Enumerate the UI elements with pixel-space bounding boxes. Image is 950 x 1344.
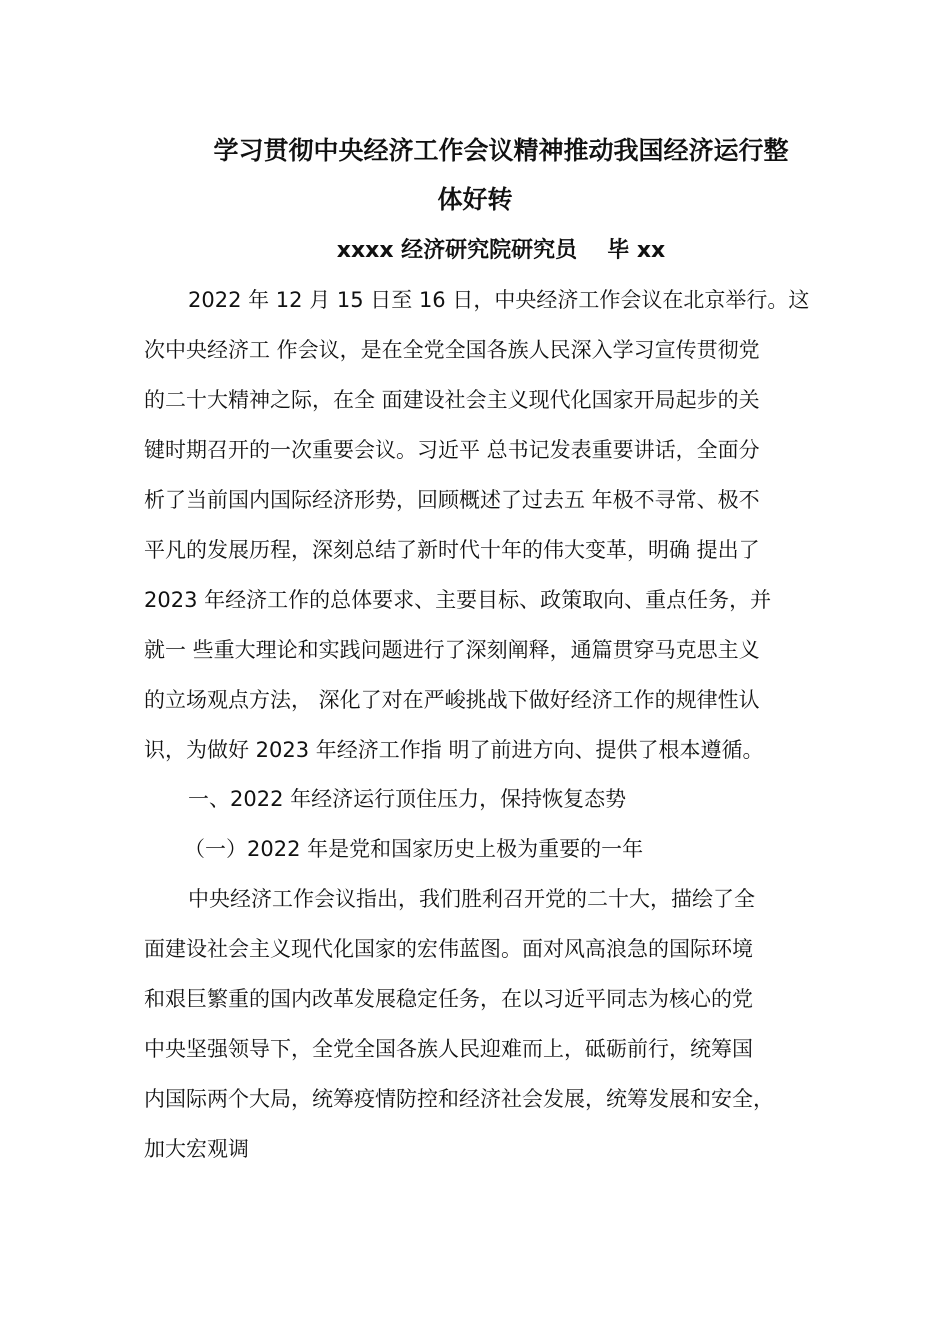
document-title-line-2: 体好转 xyxy=(437,185,513,214)
paragraph-1-line: 的二十大精神之际，在全 面建设社会主义现代化国家开局起步的关 xyxy=(144,388,760,412)
paragraph-1-line: 的立场观点方法， 深化了对在严峻挑战下做好经济工作的规律性认 xyxy=(144,688,760,712)
subsection-heading-1: （一）2022 年是党和国家历史上极为重要的一年 xyxy=(184,837,644,861)
paragraph-2-line: 面建设社会主义现代化国家的宏伟蓝图。面对风高浪急的国际环境 xyxy=(144,937,753,961)
paragraph-1-line: 次中央经济工 作会议，是在全党全国各族人民深入学习宣传贯彻党 xyxy=(144,338,760,362)
paragraph-1-line: 析了当前国内国际经济形势，回顾概述了过去五 年极不寻常、极不 xyxy=(144,488,760,512)
paragraph-1-line: 2023 年经济工作的总体要求、主要目标、政策取向、重点任务，并 xyxy=(144,588,772,612)
paragraph-1-line: 就一 些重大理论和实践问题进行了深刻阐释，通篇贯穿马克思主义 xyxy=(144,638,760,662)
paragraph-2-line: 中央坚强领导下，全党全国各族人民迎难而上，砥砺前行，统筹国 xyxy=(144,1037,753,1061)
paragraph-2-line: 和艰巨繁重的国内改革发展稳定任务，在以习近平同志为核心的党 xyxy=(144,987,753,1011)
paragraph-2-line: 加大宏观调 xyxy=(144,1137,249,1161)
paragraph-1-line: 2022 年 12 月 15 日至 16 日，中央经济工作会议在北京举行。这 xyxy=(188,288,810,312)
document-title-line-1: 学习贯彻中央经济工作会议精神推动我国经济运行整 xyxy=(213,136,789,165)
paragraph-1-line: 平凡的发展历程，深刻总结了新时代十年的伟大变革，明确 提出了 xyxy=(144,538,760,562)
paragraph-2-line: 内国际两个大局，统筹疫情防控和经济社会发展，统筹发展和安全， xyxy=(144,1087,774,1111)
author-organization: xxxx 经济研究院研究员 xyxy=(336,238,578,263)
paragraph-1-line: 识，为做好 2023 年经济工作指 明了前进方向、提供了根本遵循。 xyxy=(144,738,764,762)
paragraph-1-line: 键时期召开的一次重要会议。习近平 总书记发表重要讲话，全面分 xyxy=(144,438,760,462)
author-name: 毕 xx xyxy=(607,238,666,263)
paragraph-2-line: 中央经济工作会议指出，我们胜利召开党的二十大，描绘了全 xyxy=(188,887,755,911)
author-byline xyxy=(0,235,950,267)
section-heading-1: 一、2022 年经济运行顶住压力，保持恢复态势 xyxy=(188,787,627,811)
